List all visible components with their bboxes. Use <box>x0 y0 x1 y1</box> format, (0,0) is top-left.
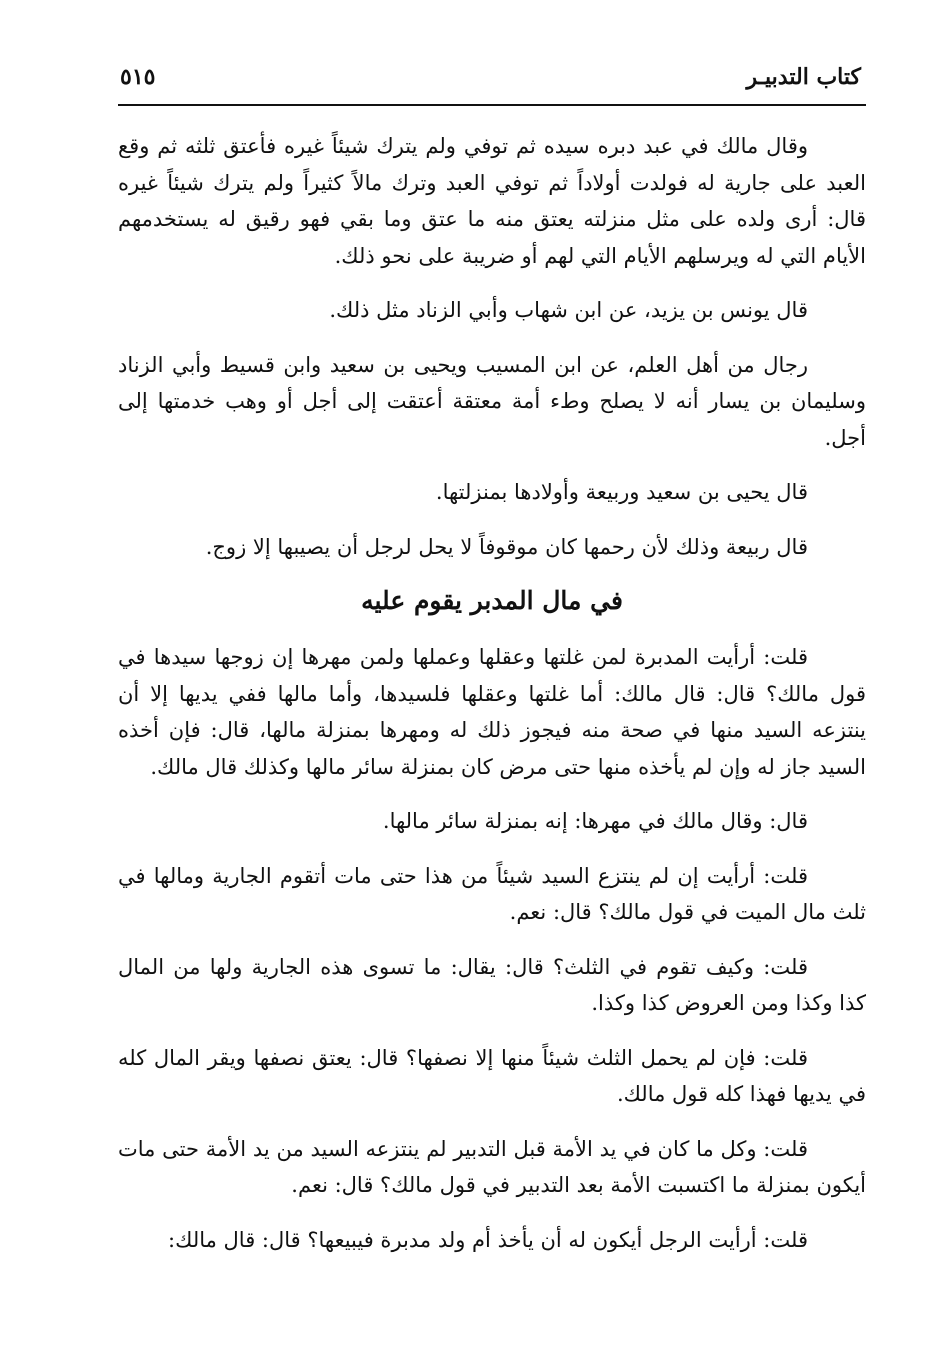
paragraph: قال يونس بن يزيد، عن ابن شهاب وأبي الزناد مثل ذلك. <box>329 298 808 322</box>
paragraph: قلت: وكل ما كان في يد الأمة قبل التدبير لم ينتزعه السيد من يد الأمة حتى مات أيكون بمنزلة ما اكتسبت الأمة بعد التدبير في قول مالك؟ قال: نعم. <box>118 1136 866 1197</box>
paragraph: قلت: أرأيت إن لم ينتزع السيد شيئاً من هذا حتى مات أتقوم الجارية ومالها في ثلث مال الميت في قول مالك؟ قال: نعم. <box>118 863 866 924</box>
paragraph: وقال مالك في عبد دبره سيده ثم توفي ولم يترك شيئاً غيره فأعتق ثلثه ثم وقع العبد على جارية له فولدت أولاداً ثم توفي العبد وترك مالاً كثيراً ولم يترك شيئاً غيره قال: أرى ولده على مثل منزلته يعتق منه ما عتق وما بقي فهو رقيق له يستخدمهم الأيام التي له ويرسلهم الأيام التي لهم أو ضريبة على نحو ذلك. <box>118 134 866 268</box>
paragraph: قلت: أرأيت المدبرة لمن غلتها وعقلها وعملها ولمن مهرها إن زوجها سيدها في قول مالك؟ قال: قال مالك: أما غلتها وعقلها فلسيدها، وأما مالها ففي يديها إلا أن ينتزعه السيد منها في صحة منه فيجوز ذلك له ومهرها بمنزلة مالها، قال: فإن أخذه السيد جاز له وإن لم يأخذه منها حتى مرض كان بمنزلة سائر مالها وكذلك قال مالك. <box>118 645 866 779</box>
page-number: ٥١٥ <box>120 64 156 90</box>
paragraph: رجال من أهل العلم، عن ابن المسيب ويحيى بن سعيد وابن قسيط وأبي الزناد وسليمان بن يسار أنه لا يصلح وطء أمة معتقة أعتقت إلى أجل أو وهب خدمتها إلى أجل. <box>118 352 866 450</box>
page-body <box>118 128 866 1276</box>
paragraph: قال: وقال مالك في مهرها: إنه بمنزلة سائر مالها. <box>382 809 808 833</box>
paragraph: قلت: وكيف تقوم في الثلث؟ قال: يقال: ما تسوى هذه الجارية ولها من المال كذا وكذا ومن العروض كذا وكذا. <box>118 954 866 1015</box>
section-heading: في مال المدبر يقوم عليه <box>361 586 623 615</box>
running-title: كتاب التدبيـر <box>746 64 861 90</box>
paragraph: قلت: فإن لم يحمل الثلث شيئاً منها إلا نصفها؟ قال: يعتق نصفها ويقر المال كله في يديها فهذا كله قول مالك. <box>118 1045 866 1106</box>
header-divider <box>118 104 866 106</box>
paragraph: قال ربيعة وذلك لأن رحمها كان موقوفاً لا يحل لرجل أن يصيبها إلا زوج. <box>205 534 808 559</box>
paragraph: قلت: أرأيت الرجل أيكون له أن يأخذ أم ولد مدبرة فيبيعها؟ قال: قال مالك: <box>168 1227 808 1252</box>
paragraph: قال يحيى بن سعيد وربيعة وأولادها بمنزلتها. <box>435 480 808 504</box>
